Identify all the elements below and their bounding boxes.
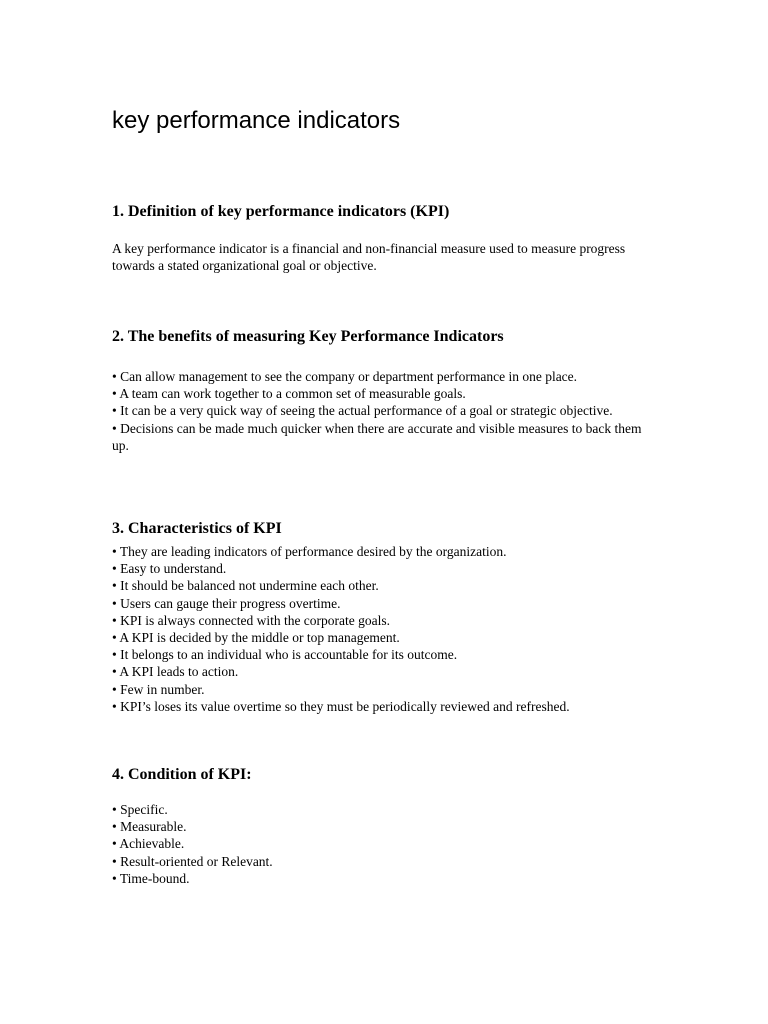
list-item: • It should be balanced not undermine each other. — [112, 578, 379, 594]
list-item: • KPI is always connected with the corporate goals. — [112, 612, 391, 628]
list-item: • A KPI leads to action. — [112, 664, 239, 680]
list-item: • Easy to understand. — [112, 561, 227, 577]
list-item: • Measurable. — [112, 819, 187, 835]
list-item: • Users can gauge their progress overtime. — [112, 595, 341, 611]
list-item: • Specific. — [112, 802, 168, 817]
list-item: • Achievable. — [112, 836, 185, 852]
list-item: • KPI’s loses its value overtime so they must be periodically reviewed and refreshed. — [112, 698, 570, 714]
conditions-list — [112, 801, 652, 887]
list-item: • Time-bound. — [112, 870, 190, 886]
list-item: • It can be a very quick way of seeing the actual performance of a goal or strategic objective. — [112, 403, 613, 419]
list-item: • Decisions can be made much quicker when there are accurate and visible measures to back them up. — [112, 420, 642, 453]
list-item: • A KPI is decided by the middle or top management. — [112, 630, 400, 646]
section-heading-characteristics: 3. Characteristics of KPI — [112, 520, 282, 537]
section-heading-benefits: 2. The benefits of measuring Key Performance Indicators — [112, 328, 504, 345]
characteristics-list — [112, 543, 652, 715]
list-item: • A team can work together to a common set of measurable goals. — [112, 386, 466, 402]
benefits-list — [112, 368, 652, 454]
definition-paragraph: A key performance indicator is a financial and non-financial measure used to measure progress towards a stated organizational goal or objective. — [112, 241, 626, 274]
section-heading-conditions: 4. Condition of KPI: — [112, 766, 252, 783]
document-title: key performance indicators — [112, 107, 401, 134]
list-item: • Few in number. — [112, 681, 205, 697]
section-heading-definition: 1. Definition of key performance indicators (KPI) — [112, 203, 450, 220]
list-item: • Can allow management to see the company or department performance in one place. — [112, 369, 578, 384]
list-item: • Result-oriented or Relevant. — [112, 853, 273, 869]
list-item: • It belongs to an individual who is accountable for its outcome. — [112, 647, 458, 663]
list-item: • They are leading indicators of performance desired by the organization. — [112, 544, 507, 559]
